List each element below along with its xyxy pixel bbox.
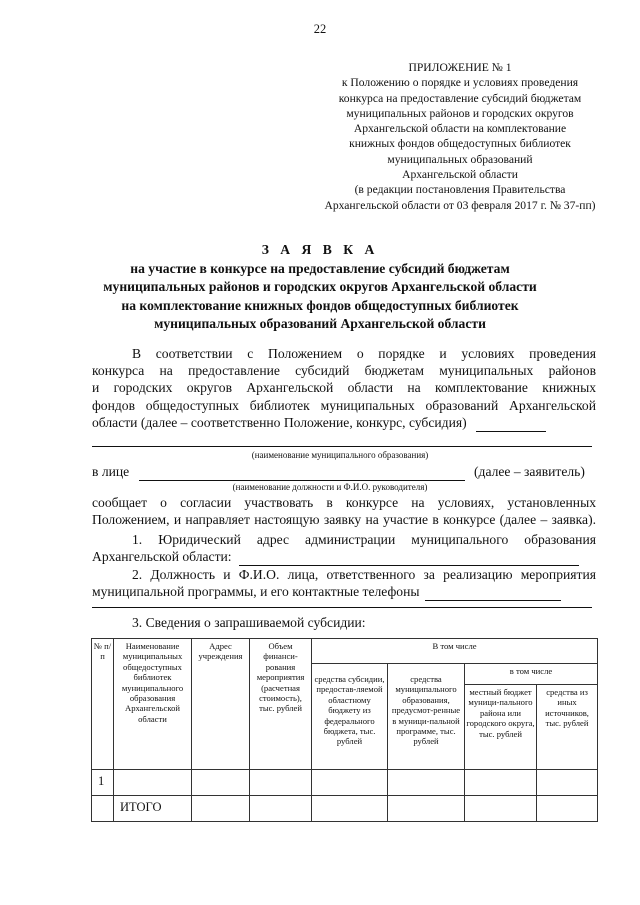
header-address: Адрес учреждения: [192, 639, 250, 770]
header-including-2: в том числе: [465, 664, 598, 685]
legal-address-input[interactable]: [239, 548, 579, 566]
page-number: 22: [313, 22, 327, 36]
fill-line[interactable]: [476, 414, 546, 432]
title-line: муниципальных районов и городских округов Архангельской области: [103, 279, 537, 294]
in-person-line: [92, 463, 596, 481]
table-cell[interactable]: [92, 796, 114, 822]
position-caption: (наименование должности и Ф.И.О. руководителя): [232, 482, 428, 492]
item-1: [92, 531, 596, 566]
table-cell[interactable]: [465, 770, 537, 796]
table-cell[interactable]: [537, 796, 598, 822]
header-subsidy: средства субсидии, предостав-ляемой областному бюджету из федерального бюджета, тыс. рублей: [312, 664, 388, 770]
intro-line: и городских округов Архангельской области на комплектование книжных: [92, 380, 596, 396]
header-other: средства из иных источников, тыс. рублей: [537, 685, 598, 770]
appendix-block: [300, 60, 620, 213]
applicant-label: (далее – заявитель): [474, 464, 585, 479]
intro-paragraph: [92, 345, 596, 432]
appendix-line: Архангельской области от 03 февраля 2017 г. № 37-пп): [324, 198, 596, 212]
header-municipal: средства муниципального образования, предусмот-ренные в муници-пальной программе, тыс. рублей: [388, 664, 465, 770]
consent-line: Положением, и направляет настоящую заявку на участие в конкурсе (далее – заявка).: [92, 512, 596, 528]
table-cell[interactable]: [537, 770, 598, 796]
intro-last-text: области (далее – соответственно Положение, конкурс, субсидия): [92, 414, 467, 430]
intro-line: В соответствии с Положением о порядке и условиях проведения: [132, 346, 596, 361]
item-1-line: 1. Юридический адрес администрации муниципального образования: [132, 532, 596, 547]
row-1-number: 1: [92, 770, 114, 796]
subsidy-table: [91, 638, 598, 822]
table-cell[interactable]: [388, 770, 465, 796]
table-cell[interactable]: [250, 770, 312, 796]
title-line: на комплектование книжных фондов общедоступных библиотек: [121, 297, 519, 313]
item-2-line: муниципальной программы, и его контактные телефоны: [92, 584, 420, 600]
table-cell[interactable]: [465, 796, 537, 822]
title-heading: З А Я В К А: [261, 242, 379, 257]
table-cell[interactable]: [312, 770, 388, 796]
table-cell[interactable]: [114, 770, 192, 796]
head-position-input[interactable]: [139, 463, 465, 481]
municipality-input-line[interactable]: [92, 446, 592, 447]
appendix-line: Архангельской области: [402, 168, 518, 182]
header-local: местный бюджет муници-пального района или городского округа, тыс. рублей: [465, 685, 537, 770]
appendix-line: Архангельской области на комплектование: [353, 122, 567, 136]
header-volume: Объем финанси-рования мероприятия (расчетная стоимость), тыс. рублей: [250, 639, 312, 770]
appendix-line: муниципальных образований: [387, 152, 533, 166]
table-cell[interactable]: [250, 796, 312, 822]
title-line: на участие в конкурсе на предоставление субсидий бюджетам: [130, 260, 510, 276]
header-no: № п/п: [92, 639, 114, 770]
item-3-line: 3. Сведения о запрашиваемой субсидии:: [132, 615, 366, 630]
appendix-line: ПРИЛОЖЕНИЕ № 1: [408, 61, 512, 74]
table-cell[interactable]: [312, 796, 388, 822]
consent-line: сообщает о согласии участвовать в конкурсе на условиях, установленных: [92, 495, 596, 510]
table-cell[interactable]: [192, 770, 250, 796]
header-name: Наименование муниципальных общедоступных библиотек муниципального образования Архангельской области: [114, 639, 192, 770]
table-cell[interactable]: [192, 796, 250, 822]
appendix-line: к Положению о порядке и условиях проведения: [341, 76, 579, 90]
total-label: ИТОГО: [114, 796, 192, 822]
in-person-label: в лице: [92, 464, 130, 479]
municipality-caption: (наименование муниципального образования): [251, 450, 429, 460]
document-title: [60, 241, 580, 334]
intro-last-line: [92, 414, 596, 432]
title-line: муниципальных образований Архангельской области: [154, 316, 486, 331]
item-2: [92, 566, 596, 601]
consent-paragraph: [92, 494, 596, 528]
header-including: В том числе: [312, 639, 598, 664]
intro-line: фондов общедоступных библиотек муниципальных образований Архангельской: [92, 397, 596, 413]
contact-input-line-2[interactable]: [92, 607, 592, 608]
appendix-line: (в редакции постановления Правительства: [354, 183, 566, 197]
item-1-line: Архангельской области:: [92, 549, 232, 565]
appendix-line: конкурса на предоставление субсидий бюджетам: [338, 91, 582, 105]
contact-input[interactable]: [425, 583, 561, 601]
table-cell[interactable]: [388, 796, 465, 822]
appendix-line: муниципальных районов и городских округов: [346, 106, 574, 120]
item-2-line: 2. Должность и Ф.И.О. лица, ответственного за реализацию мероприятия: [132, 567, 596, 582]
appendix-line: книжных фондов общедоступных библиотек: [349, 137, 571, 151]
intro-line: конкурса на предоставление субсидий бюджетам муниципальных районов: [92, 363, 596, 379]
